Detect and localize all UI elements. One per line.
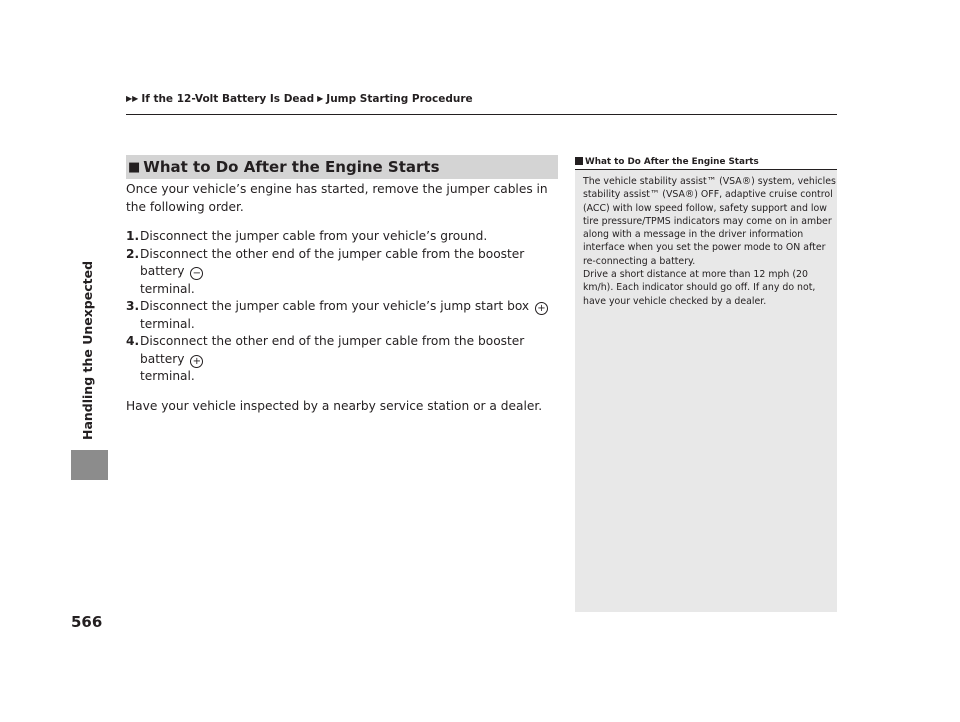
main-content: [126, 181, 562, 415]
step-text-tail: terminal.: [140, 281, 195, 296]
side-tab-label: Handling the Unexpected: [80, 260, 95, 440]
sidebar-note-heading: [575, 155, 837, 170]
intro-paragraph: Once your vehicle’s engine has started, remove the jumper cables in the following order.: [126, 182, 548, 214]
closing-paragraph: Have your vehicle inspected by a nearby service station or a dealer.: [126, 398, 543, 413]
breadcrumb-item[interactable]: Jump Starting Procedure: [326, 93, 473, 105]
sidebar-note-title: What to Do After the Engine Starts: [585, 157, 759, 167]
section-heading: [126, 155, 558, 179]
section-title: What to Do After the Engine Starts: [143, 158, 440, 176]
sidebar-note-paragraph: Drive a short distance at more than 12 mph (20 km/h). Each indicator should go off. If any do not, have your vehicle checked by a dealer.: [583, 269, 816, 307]
breadcrumb-arrow-icon: ▶▶: [126, 94, 139, 103]
list-item: [126, 298, 562, 333]
sidebar-note-body: [583, 175, 837, 308]
side-tab-marker: [71, 450, 108, 480]
step-text: Disconnect the jumper cable from your vehicle’s jump start box: [140, 299, 530, 313]
step-text-tail: terminal.: [140, 369, 195, 383]
step-text: Disconnect the jumper cable from your vehicle’s ground.: [140, 229, 488, 243]
step-number: 4.: [126, 334, 140, 348]
list-item: [126, 246, 562, 299]
page-number: 566: [71, 613, 103, 631]
step-number: 2.: [126, 246, 140, 261]
plus-terminal-icon: +: [535, 302, 548, 315]
sidebar-note-paragraph: The vehicle stability assist™ (VSA®) system, vehicles stability assist™ (VSA®) OFF, adaptive cruise control (ACC) with low speed follow, safety support and low tire pressure/TPMS indicators may come on in amber along with a message in the driver information interface when you set the power mode to ON after re-connecting a battery.: [583, 176, 836, 267]
step-text: Disconnect the other end of the jumper cable from the booster battery: [140, 246, 525, 278]
minus-terminal-icon: −: [190, 267, 203, 280]
breadcrumb-item[interactable]: If the 12-Volt Battery Is Dead: [141, 93, 315, 105]
square-bullet-icon: ■: [128, 159, 141, 175]
breadcrumb-arrow-icon: ▶: [317, 94, 324, 103]
header-rule: [126, 114, 837, 115]
step-number: 1.: [126, 229, 140, 243]
reference-icon: [575, 157, 583, 165]
step-text-tail: terminal.: [140, 316, 195, 331]
step-text: Disconnect the other end of the jumper cable from the booster battery: [140, 334, 525, 366]
breadcrumb: [126, 93, 473, 105]
step-number: 3.: [126, 299, 140, 313]
plus-terminal-icon: +: [190, 355, 203, 368]
steps-list: [126, 228, 562, 386]
list-item: [126, 228, 562, 246]
list-item: [126, 333, 562, 386]
sidebar-note: [575, 155, 837, 612]
